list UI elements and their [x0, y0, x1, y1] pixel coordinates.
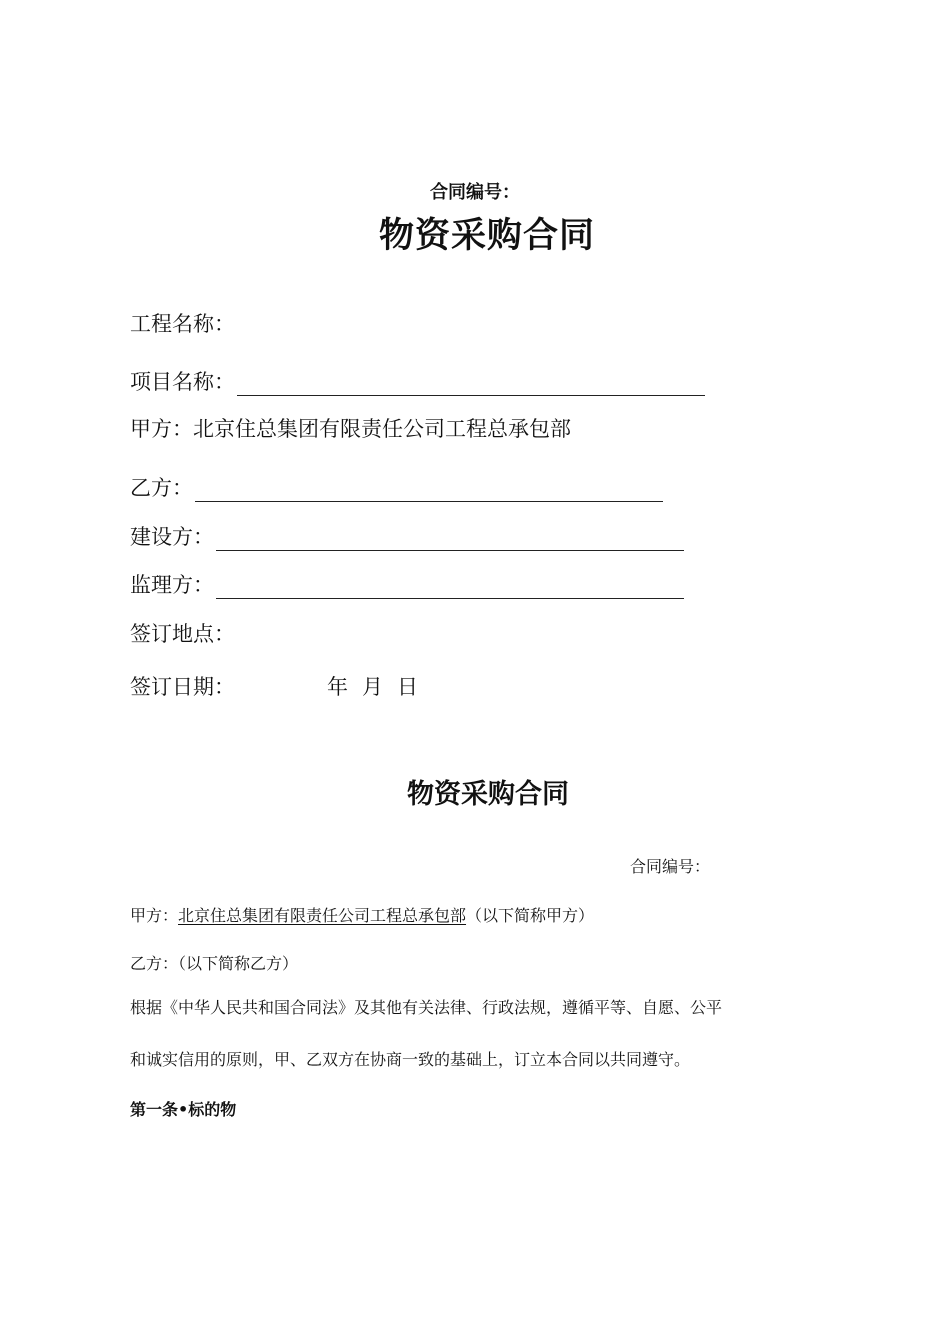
sign-date-day: 日 — [397, 675, 418, 699]
supervisor-label: 监理方： — [130, 573, 214, 597]
party-b-label: 乙方： — [130, 476, 193, 500]
body-party-a-prefix: 甲方： — [130, 906, 179, 925]
project-name-field — [130, 308, 235, 338]
party-a-text: 甲方：北京住总集团有限责任公司工程总承包部 — [130, 417, 571, 441]
cover-contract-number-label: 合同编号： — [430, 182, 520, 203]
party-b-blank-line — [195, 481, 663, 502]
item-name-field — [130, 366, 705, 396]
builder-blank-line — [216, 530, 684, 551]
body-party-b: 乙方：（以下简称乙方） — [130, 954, 299, 973]
body-preamble-line-2: 和诚实信用的原则，甲、乙双方在协商一致的基础上，订立本合同以共同遵守。 — [130, 1050, 691, 1069]
article-1-heading: 第一条•标的物 — [130, 1100, 237, 1119]
item-name-blank-line — [237, 375, 705, 396]
supervisor-blank-line — [216, 578, 684, 599]
sign-date-month: 月 — [362, 675, 383, 699]
item-name-label: 项目名称： — [130, 370, 235, 394]
builder-label: 建设方： — [130, 525, 214, 549]
body-preamble-line-1: 根据《中华人民共和国合同法》及其他有关法律、行政法规，遵循平等、自愿、公平 — [130, 998, 723, 1017]
project-name-label: 工程名称： — [130, 312, 235, 336]
body-party-a-name: 北京住总集团有限责任公司工程总承包部 — [178, 906, 467, 925]
body-title: 物资采购合同 — [407, 779, 569, 810]
sign-date-year: 年 — [327, 675, 348, 699]
supervisor-field — [130, 569, 684, 599]
sign-place-label: 签订地点： — [130, 622, 235, 646]
body-party-a-suffix: （以下简称甲方） — [466, 906, 595, 925]
party-b-field — [130, 472, 663, 502]
body-party-a — [130, 903, 594, 926]
sign-place-field — [130, 618, 235, 648]
body-contract-number-label: 合同编号： — [630, 857, 711, 876]
cover-title: 物资采购合同 — [378, 216, 595, 256]
sign-date-label: 签订日期： — [130, 675, 235, 699]
party-a-field — [130, 413, 571, 443]
builder-field — [130, 521, 684, 551]
sign-date-field — [130, 671, 418, 701]
